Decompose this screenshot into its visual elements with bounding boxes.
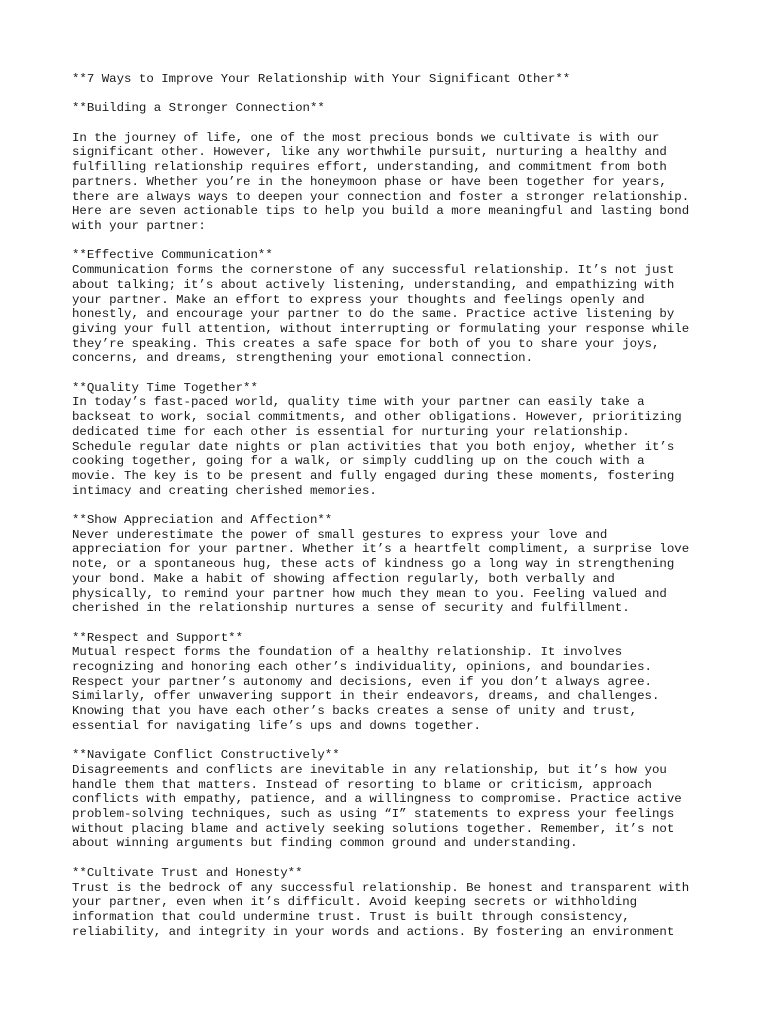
- intro-paragraph: In the journey of life, one of the most precious bonds we cultivate is with our significant other. However, like any worthwhile pursuit, nurturing a healthy and fulfilling relationship requires effort, understanding, and commitment from both partners. Whether you’re in the honeymoon phase or have been together for years, there are always ways to deepen your connection and foster a stronger relationship. Here are seven actionable tips to help you build a more meaningful and lasting bond with your partner:: [72, 130, 690, 233]
- section-appreciation: [72, 513, 712, 616]
- section-body: In today’s fast-paced world, quality time with your partner can easily take a backseat to work, social commitments, and other obligations. However, prioritizing dedicated time for each other is essential for nurturing your relationship. Schedule regular date nights or plan activities that you both enjoy, whether it’s cooking together, going for a walk, or simply cuddling up on the couch with a movie. The key is to be present and fully engaged during these moments, fostering intimacy and creating cherished memories.: [72, 395, 682, 498]
- document-title: **7 Ways to Improve Your Relationship with Your Significant Other**: [72, 72, 571, 86]
- section-effective-communication: [72, 248, 712, 366]
- section-body: Never underestimate the power of small gestures to express your love and appreciation for your partner. Whether it’s a heartfelt compliment, a surprise love note, or a spontaneous hug, these acts of kindness go a long way in strengthening your bond. Make a habit of showing affection regularly, both verbally and physically, to remind your partner how much they mean to you. Feeling valued and cherished in the relationship nurtures a sense of security and fulfillment.: [72, 527, 690, 616]
- document-page: [72, 72, 712, 954]
- section-heading: **Respect and Support**: [72, 630, 244, 645]
- section-trust-honesty: [72, 866, 712, 940]
- section-navigate-conflict: [72, 748, 712, 851]
- section-body: Trust is the bedrock of any successful relationship. Be honest and transparent with your partner, even when it’s difficult. Avoid keeping secrets or withholding information that could undermine trust. Trust is built through consistency, reliability, and integrity in your words and actions. By fostering an environment: [72, 880, 690, 939]
- section-heading: **Quality Time Together**: [72, 380, 258, 395]
- section-heading: **Cultivate Trust and Honesty**: [72, 865, 303, 880]
- section-body: Disagreements and conflicts are inevitable in any relationship, but it’s how you handle them that matters. Instead of resorting to blame or criticism, approach conflicts with empathy, patience, and a willingness to compromise. Practice active problem-solving techniques, such as using “I” statements to express your feelings without placing blame and actively seeking solutions together. Remember, it’s not about winning arguments but finding common ground and understanding.: [72, 762, 682, 851]
- section-heading: **Show Appreciation and Affection**: [72, 513, 333, 528]
- section-body: Communication forms the cornerstone of any successful relationship. It’s not just about talking; it’s about actively listening, understanding, and empathizing with your partner. Make an effort to express your thoughts and feelings openly and honestly, and encourage your partner to do the same. Practice active listening by giving your full attention, without interrupting or formulating your response while they’re speaking. This creates a safe space for both of you to share your joys, concerns, and dreams, strengthening your emotional connection.: [72, 263, 690, 366]
- section-body: Mutual respect forms the foundation of a healthy relationship. It involves recognizing and honoring each other’s individuality, opinions, and boundaries. Respect your partner’s autonomy and decisions, even if you don’t always agree. Similarly, offer unwavering support in their endeavors, dreams, and challenges. Knowing that you have each other’s backs creates a sense of unity and trust, essential for navigating life’s ups and downs together.: [72, 645, 660, 733]
- section-heading: **Navigate Conflict Constructively**: [72, 748, 340, 763]
- section-quality-time: [72, 381, 712, 499]
- document-subtitle: **Building a Stronger Connection**: [72, 101, 325, 116]
- section-heading: **Effective Communication**: [72, 248, 273, 263]
- section-respect-support: [72, 631, 712, 734]
